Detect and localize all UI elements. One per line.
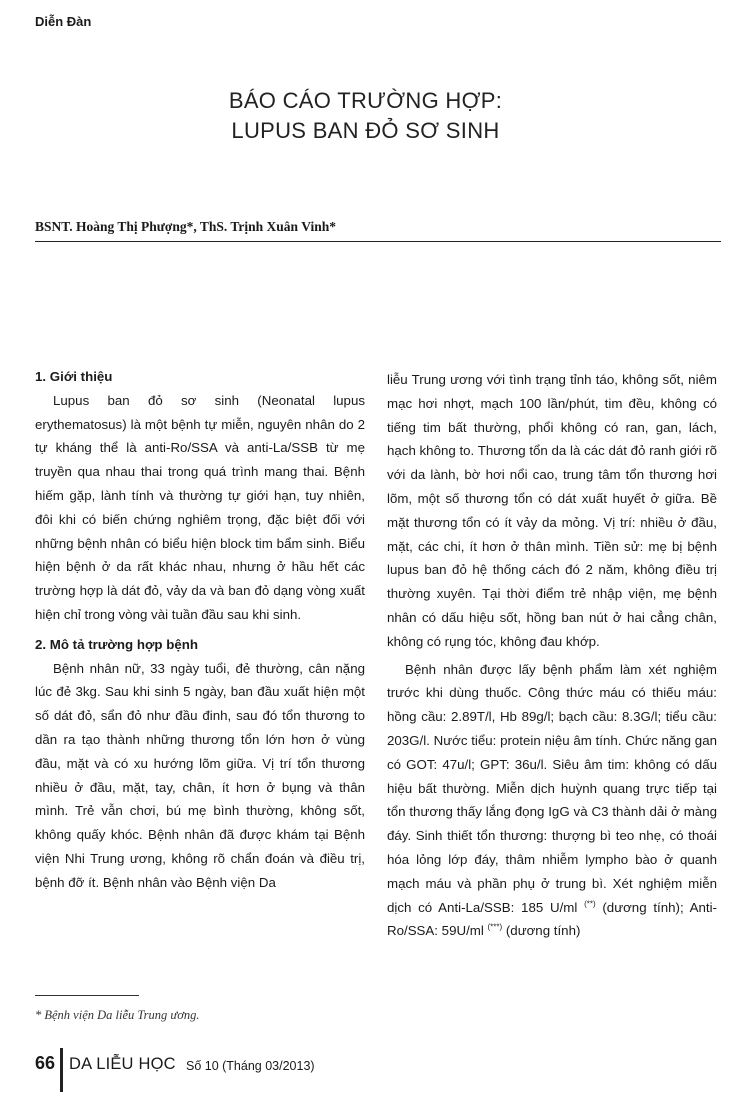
- footnote-marker-2: (***): [487, 922, 503, 932]
- footnote: * Bệnh viện Da liễu Trung ương.: [35, 1008, 200, 1022]
- lab-results-text-b: (dương tính); Anti-Ro/SSA: 59U/ml: [387, 899, 717, 939]
- paragraph-lab-results: [387, 658, 717, 944]
- footer-bar: [60, 1048, 63, 1092]
- paragraph-case-description: Bệnh nhân nữ, 33 ngày tuổi, đẻ thường, cân nặng lúc đẻ 3kg. Sau khi sinh 5 ngày, ban đầu xuất hiện một số dát đỏ, sẩn đỏ như đầu đinh, sau đó tổn thương to dần ra tạo thành những thương tổn lớn hơn ở vùng đầu, mặt và có xu hướng lõm giữa. Vị trí tổn thương nhiều ở đầu, mặt, tay, chân, ít hơn ở bụng và thân mình. Trẻ vẫn chơi, bú mẹ bình thường, không sốt, không quấy khóc. Bệnh nhân đã được khám tại Bệnh viện Nhi Trung ương, không rõ chẩn đoán và điều trị, bệnh đỡ ít. Bệnh nhân vào Bệnh viện Da: [35, 660, 365, 890]
- section-label: Diễn Đàn: [35, 14, 92, 29]
- heading-case-description: 2. Mô tả trường hợp bệnh: [35, 636, 198, 652]
- article-title-line2: LUPUS BAN ĐỎ SƠ SINH: [231, 118, 500, 143]
- paragraph-introduction: Lupus ban đỏ sơ sinh (Neonatal lupus erythematosus) là một bệnh tự miễn, nguyên nhân do 2 tự kháng thể là anti-Ro/SSA và anti-La/SSB từ mẹ truyền qua nhau thai trong quá trình mang thai. Bệnh hiếm gặp, lành tính và thường tự giới hạn, tuy nhiên, đôi khi có biến chứng nghiêm trọng, đặc biệt đối với những bệnh nhân có biểu hiện block tim bẩm sinh. Biểu hiện bệnh ở da rất khác nhau, nhưng ở hầu hết các trường hợp là dát đỏ, vảy da và ban đỏ dạng vòng xuất hiện chỉ trong vòng vài tuần đầu sau khi sinh.: [35, 392, 365, 622]
- page-number: 66: [35, 1053, 56, 1073]
- issue-info: Số 10 (Tháng 03/2013): [186, 1059, 315, 1073]
- lab-results-text-a: Bệnh nhân được lấy bệnh phẩm làm xét nghiệm trước khi dùng thuốc. Công thức máu có thiếu máu: hồng cầu: 2.89T/l, Hb 89g/l; bạch cầu: 8.3G/l; tiểu cầu: 203G/l. Nước tiểu: protein niệu âm tính. Chức năng gan có GOT: 47u/l; GPT: 36u/l. Siêu âm tim: không có dấu hiệu bất thường. Miễn dịch huỳnh quang trực tiếp tại tổn thương thấy lắng đọng IgG và C3 thành dải ở màng đáy. Sinh thiết tổn thương: thượng bì teo nhẹ, có thoái hóa lỏng lớp đáy, thâm nhiễm lympho bào ở quanh mạch máu và phần phụ ở trung bì. Xét nghiệm miễn dịch có Anti-La/SSB: 185 U/ml: [387, 661, 717, 915]
- footnote-marker-1: (**): [584, 899, 596, 909]
- right-column: [387, 368, 717, 943]
- lab-results-text-c: (dương tính): [502, 923, 581, 939]
- left-column: [35, 365, 365, 895]
- article-title-line1: BÁO CÁO TRƯỜNG HỢP:: [228, 88, 503, 113]
- heading-introduction: 1. Giới thiệu: [35, 369, 113, 384]
- journal-name: DA LIỄU HỌC: [69, 1055, 176, 1073]
- authors: BSNT. Hoàng Thị Phượng*, ThS. Trịnh Xuân Vinh*: [35, 219, 336, 234]
- author-divider: [35, 241, 721, 242]
- paragraph-case-continued: liễu Trung ương với tình trạng tỉnh táo, không sốt, niêm mạc hơi nhợt, mạch 100 lần/phút, tim đều, không có tiếng tim bất thường, phổi không có ran, gan, lách, hạch không to. Thương tổn da là các dát đỏ ranh giới rõ với da lành, bờ hơi nổi cao, trung tâm tổn thương hơi lõm, một số thương tổn có dát xuất huyết ở giữa. Bề mặt thương tổn có ít vảy da mỏng. Vị trí: nhiều ở đầu, mặt, các chi, ít hơn ở thân mình. Tiền sử: mẹ bị bệnh lupus ban đỏ hệ thống cách đó 2 năm, không điều trị thường xuyên. Tại thời điểm trẻ nhập viện, mẹ bệnh nhân có dấu hiệu sốt, hồng ban nút ở hai cẳng chân, không có rụng tóc, không đau khớp.: [387, 372, 717, 649]
- footnote-divider: [35, 995, 139, 996]
